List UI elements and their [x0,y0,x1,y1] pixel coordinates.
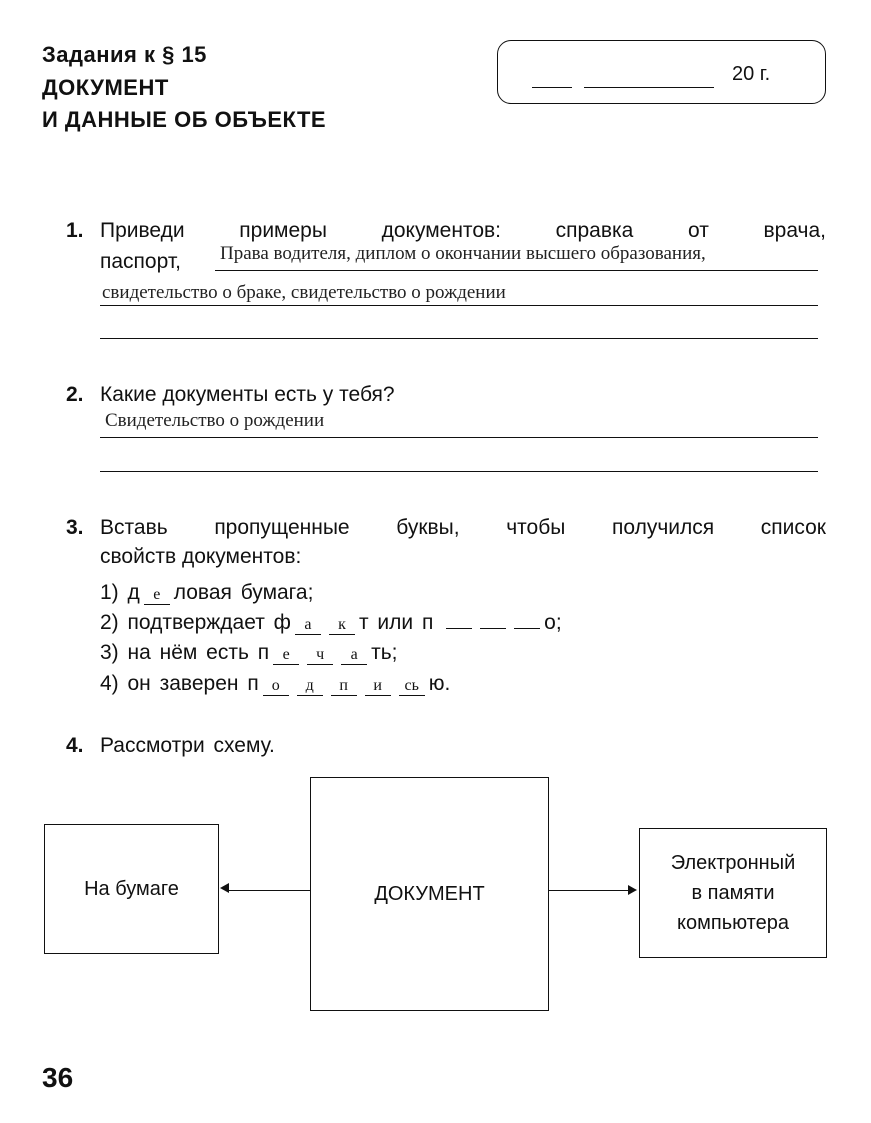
q1-text: Приведи примеры документов: справка от врача, [100,219,826,242]
blank[interactable]: к [329,616,355,635]
q2-answer[interactable]: Свидетельство о рождении [105,410,325,431]
q3-item-3: 3) на нём есть п е ч а ть; [100,641,398,664]
arrow-left [228,890,310,891]
q4-text: Рассмотри схему. [100,734,275,757]
q1-answer-1[interactable]: Права водителя, диплом о окончании высшего образования, [220,243,706,264]
q1-number: 1. [66,219,84,242]
arrow-left-head-icon [220,883,229,893]
date-year-suffix: 20 г. [732,63,771,85]
q3-item-2: 2) подтверждает ф а к т или п о; [100,611,562,634]
page-number: 36 [42,1062,74,1093]
q3-item-4: 4) он заверен п о д п и сь ю. [100,672,451,695]
blank[interactable]: о [263,677,289,696]
blank[interactable] [480,628,506,629]
lesson-heading: Задания к § 15 [42,42,207,67]
date-box [497,40,826,104]
diagram-box-electronic: Электронный в памяти компьютера [639,828,827,958]
blank[interactable] [446,628,472,629]
blank[interactable] [514,628,540,629]
arrow-right [549,890,629,891]
blank[interactable]: д [297,677,323,696]
diagram-box-paper: На бумаге [44,824,219,954]
q3-number: 3. [66,516,84,539]
blank[interactable]: ч [307,646,333,665]
blank[interactable]: п [331,677,357,696]
q1-answer-2[interactable]: свидетельство о браке, свидетельство о рождении [102,282,506,303]
page-title-line2: И ДАННЫЕ ОБ ОБЪЕКТЕ [42,107,327,132]
q2-number: 2. [66,383,84,406]
q3-text-2: свойств документов: [100,545,302,568]
q2-text: Какие документы есть у тебя? [100,383,395,406]
q3-item-1: 1) д е ловая бумага; [100,581,314,604]
blank[interactable]: а [341,646,367,665]
q4-number: 4. [66,734,84,757]
q1-text-2: паспорт, [100,250,181,273]
arrow-right-head-icon [628,885,637,895]
diagram-box-document: ДОКУМЕНТ [310,777,549,1011]
blank[interactable]: е [144,586,170,605]
blank[interactable]: и [365,677,391,696]
blank[interactable]: е [273,646,299,665]
page-title-line1: ДОКУМЕНТ [42,75,169,100]
blank[interactable]: сь [399,677,425,696]
q3-text: Вставь пропущенные буквы, чтобы получился список [100,516,826,539]
blank[interactable]: а [295,616,321,635]
